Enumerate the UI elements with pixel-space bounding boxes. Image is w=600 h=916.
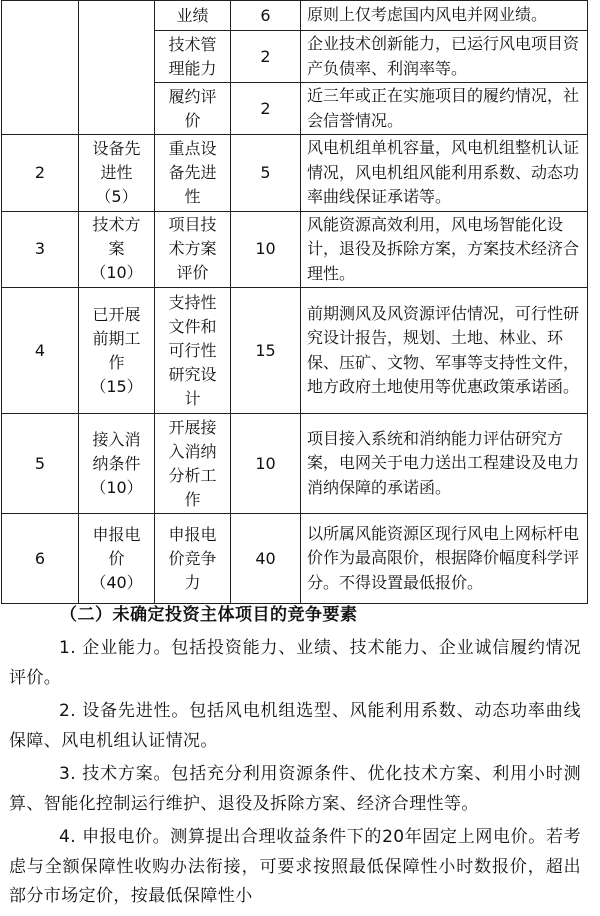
score-cell: 15 [231, 288, 301, 414]
score-cell: 10 [231, 211, 301, 288]
table-row-equipment [2, 135, 588, 212]
table-row-preliminary-work [2, 288, 588, 414]
sub-item-cell: 项目技术方案评价 [155, 211, 231, 288]
criterion-item-cell: 已开展前期工作（15） [79, 288, 155, 414]
criterion-item-cell: 申报电价（40） [79, 514, 155, 604]
row-number-cell: 3 [2, 211, 79, 288]
criterion-item-cell [79, 1, 155, 135]
criterion-item-cell: 设备先进性（5） [79, 135, 155, 212]
row-number-cell: 2 [2, 135, 79, 212]
description-cell: 风能资源高效利用，风电场智能化设计，退役及拆除方案，方案技术经济合理性。 [301, 211, 588, 288]
score-cell: 2 [231, 31, 301, 83]
row-number-cell [2, 1, 79, 135]
description-cell: 近三年或正在实施项目的履约情况，社会信誉情况。 [301, 83, 588, 135]
paragraph-technical-plan: 3. 技术方案。包括充分利用资源条件、优化技术方案、利用小时测算、智能化控制运行维护、退役及拆除方案、经济合理性等。 [9, 764, 581, 814]
paragraph-bid-price: 4. 申报电价。测算提出合理收益条件下的20年固定上网电价。若考虑与全额保障性收购办法衔接，可要求按照最低保障性小时数报价，超出部分市场定价，按最低保障性小 [9, 827, 581, 906]
description-cell: 前期测风及风资源评估情况，可行性研究设计报告，规划、土地、林业、环保、压矿、文物、军事等支持性文件，地方政府土地使用等优惠政策承诺函。 [301, 288, 588, 414]
criteria-table [1, 0, 588, 604]
sub-item-cell: 履约评价 [155, 83, 231, 135]
table-row-technical-plan [2, 211, 588, 288]
sub-item-cell: 开展接入消纳分析工作 [155, 414, 231, 514]
sub-item-cell: 支持性文件和可行性研究设计 [155, 288, 231, 414]
description-cell: 以所属风能资源区现行风电上网标杆电价作为最高限价，根据降价幅度科学评分。不得设置最低报价。 [301, 514, 588, 604]
section-body [9, 634, 581, 916]
sub-item-cell: 业绩 [155, 1, 231, 31]
score-cell: 10 [231, 414, 301, 514]
table-row-bid-price [2, 514, 588, 604]
score-cell: 40 [231, 514, 301, 604]
sub-item-cell: 申报电价竞争力 [155, 514, 231, 604]
paragraph-equipment-advancement: 2. 设备先进性。包括风电机组选型、风能利用系数、动态功率曲线保障、风电机组认证情况。 [9, 701, 581, 751]
row-number-cell: 4 [2, 288, 79, 414]
section-heading: （二）未确定投资主体项目的竞争要素 [60, 605, 358, 625]
table-row-grid-access [2, 414, 588, 514]
score-cell: 2 [231, 83, 301, 135]
paragraph-enterprise-capability: 1. 企业能力。包括投资能力、业绩、技术能力、企业诚信履约情况评价。 [9, 638, 581, 688]
sub-item-cell: 重点设备先进性 [155, 135, 231, 212]
row-number-cell: 5 [2, 414, 79, 514]
description-cell: 企业技术创新能力，已运行风电项目资产负债率、利润率等。 [301, 31, 588, 83]
criterion-item-cell: 技术方案（10） [79, 211, 155, 288]
description-cell: 原则上仅考虑国内风电并网业绩。 [301, 1, 588, 31]
description-cell: 风电机组单机容量，风电机组整机认证情况，风电机组风能利用系数、动态功率曲线保证承诺等。 [301, 135, 588, 212]
score-cell: 6 [231, 1, 301, 31]
criterion-item-cell: 接入消纳条件（10） [79, 414, 155, 514]
row-number-cell: 6 [2, 514, 79, 604]
score-cell: 5 [231, 135, 301, 212]
description-cell: 项目接入系统和消纳能力评估研究方案，电网关于电力送出工程建设及电力消纳保障的承诺函。 [301, 414, 588, 514]
table-row-performance [2, 1, 588, 31]
sub-item-cell: 技术管理能力 [155, 31, 231, 83]
